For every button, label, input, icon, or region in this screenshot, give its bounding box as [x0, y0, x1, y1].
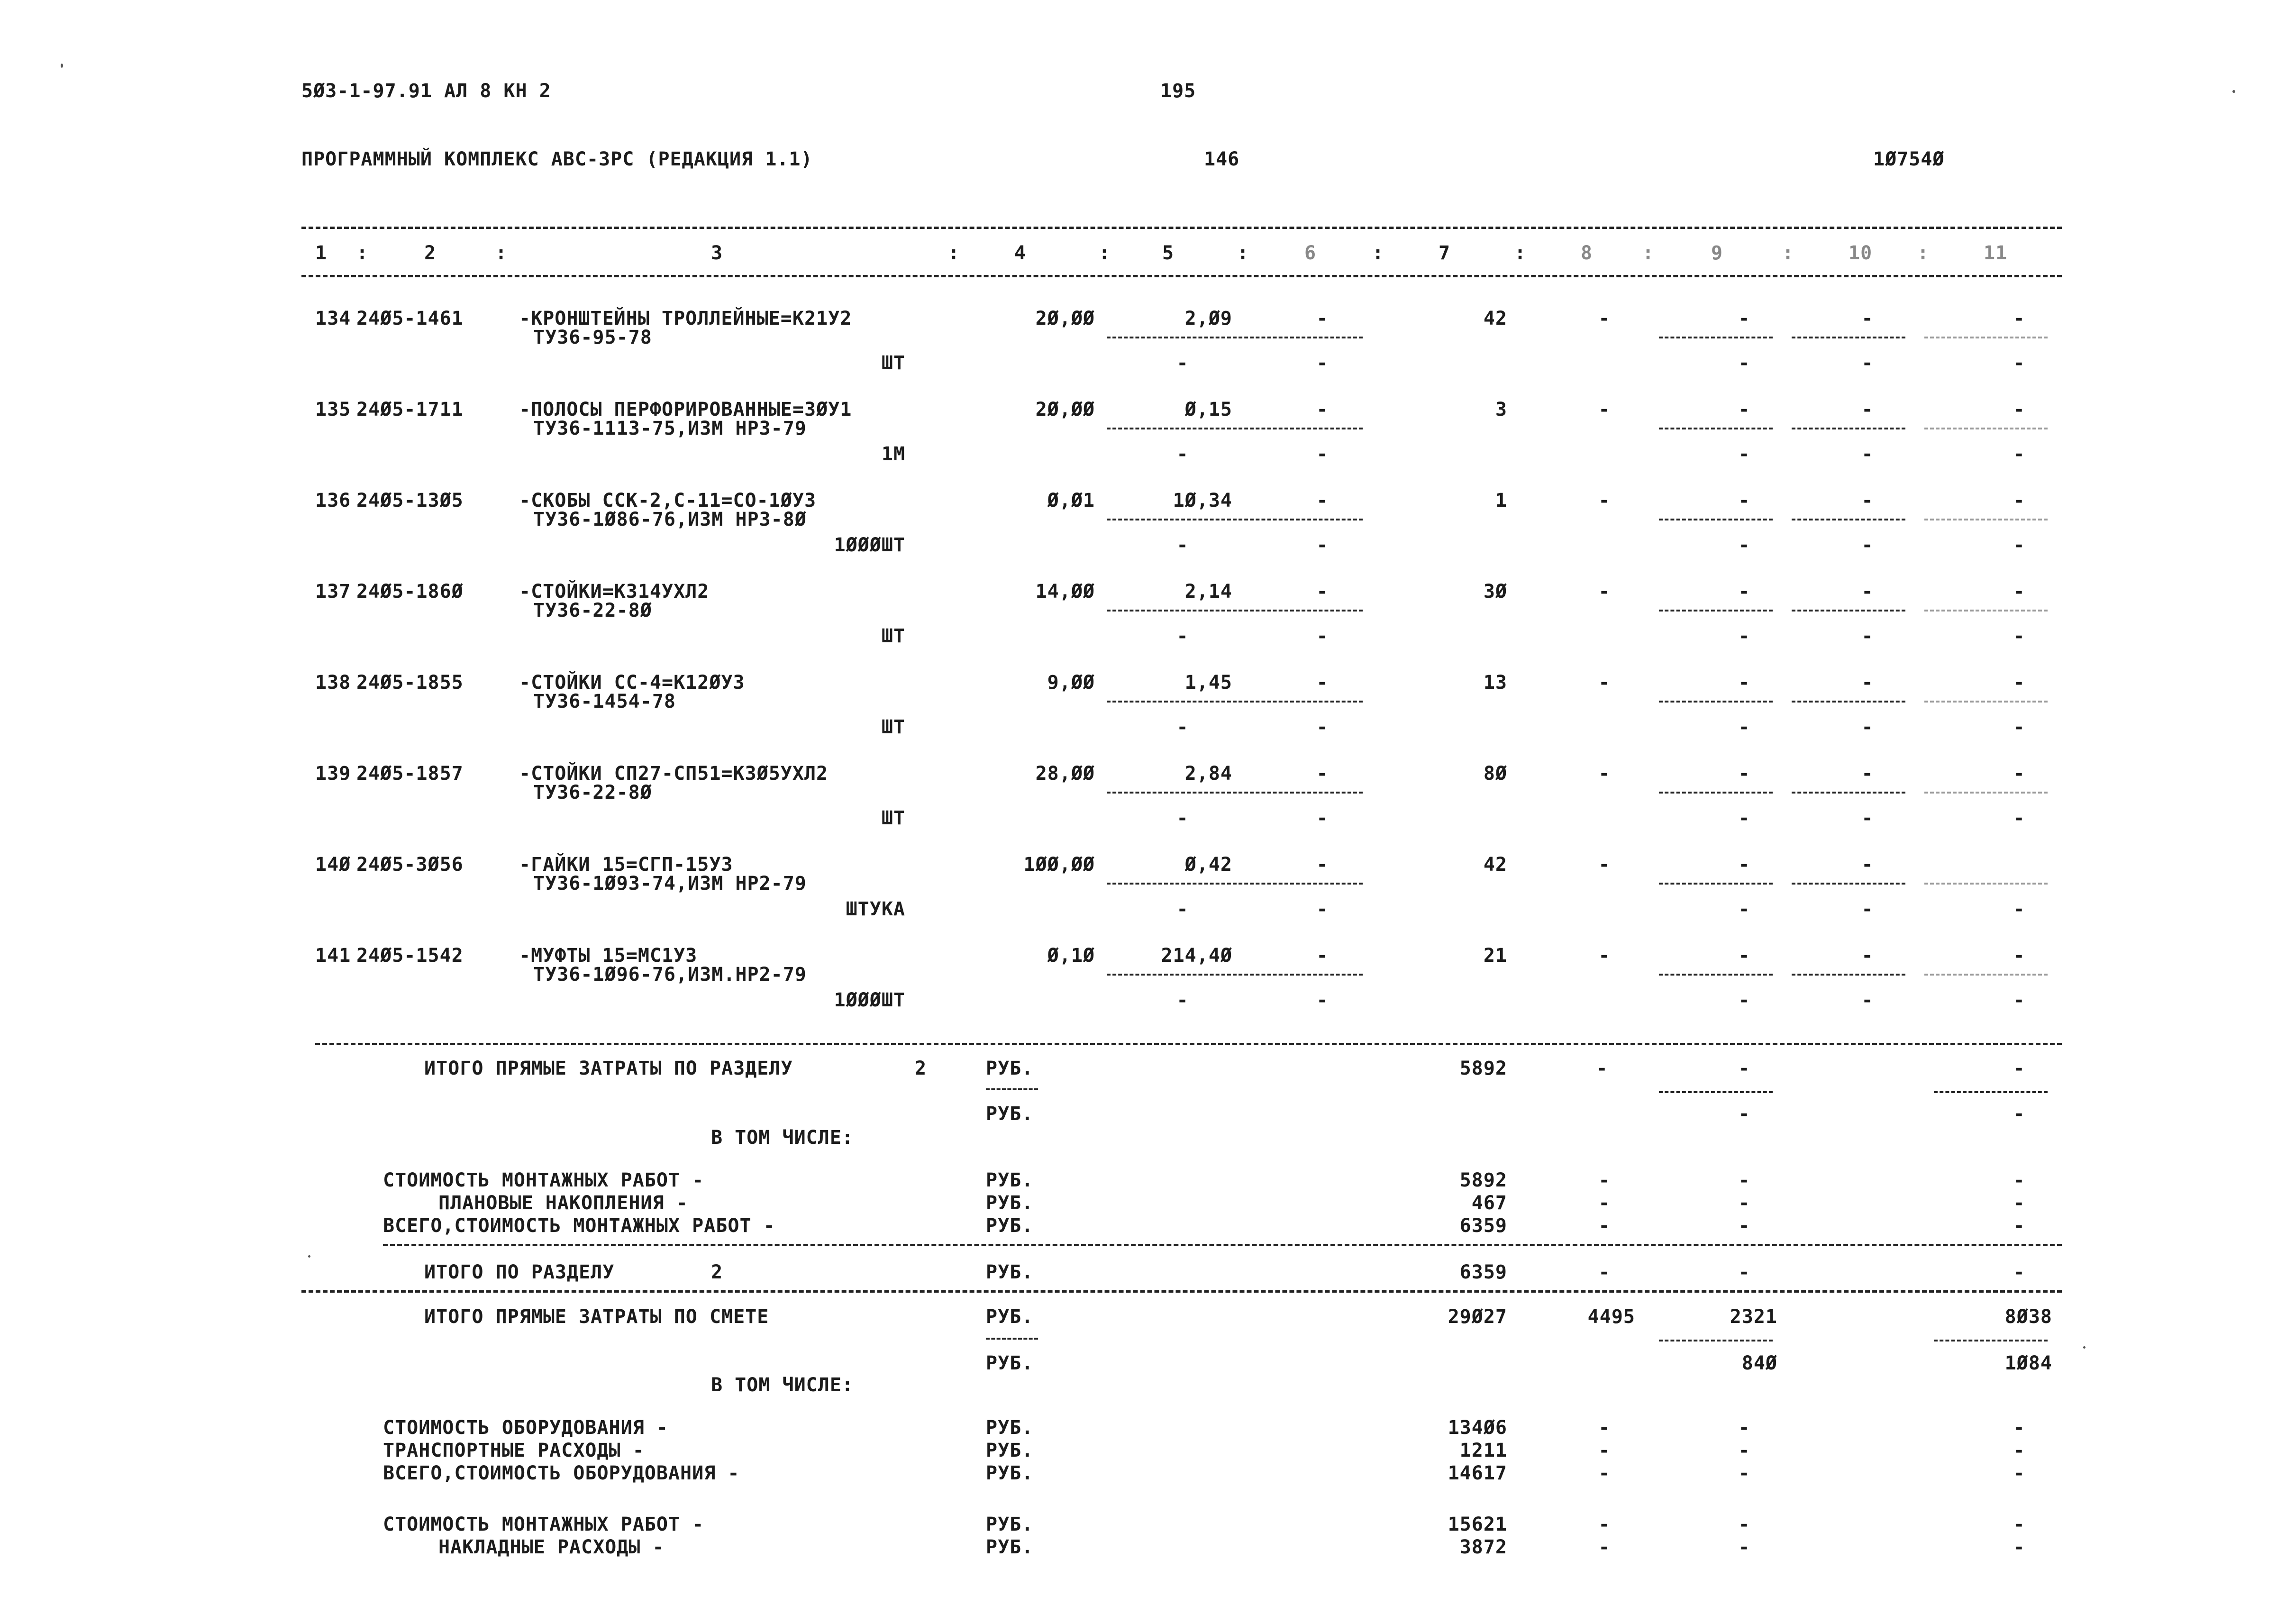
- rub-label: РУБ.: [986, 1169, 1034, 1191]
- item-quantity: 9,ØØ: [1047, 672, 1095, 693]
- dash: -: [2013, 807, 2025, 829]
- header-top-rule: [301, 227, 2062, 229]
- item-name: -СТОЙКИ СП27-СП51=К3Ø5УХЛ2: [519, 763, 829, 785]
- item-col9: -: [1738, 945, 1750, 967]
- item-unit: ШТ: [881, 625, 905, 647]
- including-label: В ТОМ ЧИСЛЕ:: [711, 1374, 854, 1396]
- section-breakdown-label: ВСЕГО,СТОИМОСТЬ МОНТАЖНЫХ РАБОТ -: [383, 1215, 775, 1237]
- item-spec: ТУ36-22-8Ø: [533, 600, 652, 621]
- dash: -: [2013, 1462, 2025, 1484]
- dash: -: [2013, 1058, 2025, 1079]
- item-quantity: Ø,Ø1: [1047, 490, 1095, 511]
- item-col6: -: [1316, 854, 1329, 876]
- installation-label: СТОИМОСТЬ МОНТАЖНЫХ РАБОТ -: [383, 1514, 704, 1535]
- dash: -: [2013, 898, 2025, 920]
- dash: -: [1598, 1215, 1611, 1237]
- unit-underline: [986, 1338, 1038, 1340]
- item-number: 136: [315, 490, 351, 511]
- item-quantity: Ø,1Ø: [1047, 945, 1095, 967]
- item-col11: -: [2013, 763, 2025, 785]
- sub-rule: [1659, 610, 1773, 611]
- item-col6: -: [1316, 763, 1329, 785]
- dash: -: [1176, 989, 1189, 1011]
- dash: -: [1738, 1261, 1750, 1283]
- item-total: 3Ø: [1483, 581, 1507, 602]
- item-spec: ТУ36-1Ø96-76,ИЗМ.НР2-79: [533, 964, 807, 985]
- item-code: 24Ø5-3Ø56: [356, 854, 464, 876]
- item-col10: -: [1861, 490, 1874, 511]
- document-code: 5Ø3-1-97.91 АЛ 8 КН 2: [301, 80, 551, 102]
- dash: -: [2013, 534, 2025, 556]
- item-col8: -: [1598, 581, 1611, 602]
- item-col11: -: [2013, 672, 2025, 693]
- dash: -: [1738, 716, 1750, 738]
- item-price: 2,Ø9: [1184, 308, 1232, 329]
- rub-label: РУБ.: [986, 1440, 1034, 1461]
- sub-rule: [1924, 337, 2048, 338]
- sub-rule: [1792, 974, 1905, 976]
- item-price: 2,84: [1184, 763, 1232, 785]
- price-rule: [1107, 337, 1363, 338]
- page-number: 195: [1160, 80, 1196, 102]
- dash: -: [1598, 1261, 1611, 1283]
- section-direct-costs-label: ИТОГО ПРЯМЫЕ ЗАТРАТЫ ПО РАЗДЕЛУ: [424, 1058, 793, 1079]
- item-col11: -: [2013, 581, 2025, 602]
- item-col6: -: [1316, 399, 1329, 420]
- item-col11: -: [2013, 490, 2025, 511]
- item-number: 138: [315, 672, 351, 693]
- estimate-col8-value: 4495: [1587, 1306, 1635, 1328]
- item-code: 24Ø5-186Ø: [356, 581, 464, 602]
- dash: -: [2013, 1514, 2025, 1535]
- dash: -: [1316, 898, 1329, 920]
- dash: -: [1316, 716, 1329, 738]
- sub-rule: [1792, 701, 1905, 703]
- sub-rule: [1924, 701, 2048, 703]
- estimate-col9-sub-value: 84Ø: [1741, 1352, 1777, 1374]
- item-total: 1: [1495, 490, 1507, 511]
- dash: -: [1861, 443, 1874, 465]
- dash: -: [1176, 898, 1189, 920]
- price-rule: [1107, 428, 1363, 429]
- column-separator: :: [1514, 242, 1527, 264]
- rub-label: РУБ.: [986, 1462, 1034, 1484]
- column-header: 10: [1849, 242, 1873, 264]
- item-col11: -: [2013, 399, 2025, 420]
- column-header: 2: [424, 242, 437, 264]
- price-rule: [1107, 519, 1363, 520]
- column-separator: :: [1237, 242, 1249, 264]
- dash: -: [1316, 443, 1329, 465]
- rub-label: РУБ.: [986, 1261, 1034, 1283]
- column-separator: :: [356, 242, 369, 264]
- item-price: Ø,15: [1184, 399, 1232, 420]
- sub-rule: [1659, 1091, 1773, 1093]
- column-separator: :: [1372, 242, 1384, 264]
- dash: -: [1598, 1192, 1611, 1214]
- sub-rule: [1659, 974, 1773, 976]
- sub-rule: [1924, 974, 2048, 976]
- item-col6: -: [1316, 490, 1329, 511]
- item-col9: -: [1738, 672, 1750, 693]
- equipment-label: ВСЕГО,СТОИМОСТЬ ОБОРУДОВАНИЯ -: [383, 1462, 740, 1484]
- scan-speck: [308, 1255, 310, 1258]
- dash: -: [1176, 352, 1189, 374]
- dash: -: [1738, 989, 1750, 1011]
- equipment-label: ТРАНСПОРТНЫЕ РАСХОДЫ -: [383, 1440, 645, 1461]
- scan-speck: [2232, 90, 2235, 93]
- column-header: 4: [1014, 242, 1027, 264]
- section-breakdown-label: СТОИМОСТЬ МОНТАЖНЫХ РАБОТ -: [383, 1169, 704, 1191]
- dash: -: [1738, 898, 1750, 920]
- sub-rule: [1792, 792, 1905, 794]
- rub-label: РУБ.: [986, 1536, 1034, 1558]
- dash: -: [1316, 625, 1329, 647]
- item-price: 1,45: [1184, 672, 1232, 693]
- item-quantity: 2Ø,ØØ: [1035, 308, 1095, 329]
- item-col8: -: [1598, 763, 1611, 785]
- item-col10: -: [1861, 945, 1874, 967]
- dash: -: [1176, 534, 1189, 556]
- sub-rule: [1659, 428, 1773, 429]
- item-total: 13: [1483, 672, 1507, 693]
- dash: -: [2013, 1417, 2025, 1439]
- dash: -: [1738, 443, 1750, 465]
- item-name: -МУФТЫ 15=МС1У3: [519, 945, 698, 967]
- sub-rule: [1659, 519, 1773, 520]
- dash: -: [2013, 1192, 2025, 1214]
- sub-rule: [1792, 428, 1905, 429]
- column-separator: :: [1917, 242, 1930, 264]
- item-price: 1Ø,34: [1173, 490, 1232, 511]
- section-direct-costs-value: 5892: [1459, 1058, 1507, 1079]
- including-label: В ТОМ ЧИСЛЕ:: [711, 1127, 854, 1149]
- section-breakdown-value: 5892: [1459, 1169, 1507, 1191]
- item-spec: ТУ36-1113-75,ИЗМ НР3-79: [533, 418, 807, 439]
- scan-speck: [2083, 1346, 2086, 1349]
- item-name: -СКОБЫ ССК-2,С-11=СО-1ØУ3: [519, 490, 817, 511]
- estimate-col11-sub-value: 1Ø84: [2004, 1352, 2052, 1374]
- dash: -: [1596, 1058, 1608, 1079]
- dash: -: [2013, 716, 2025, 738]
- item-col11: -: [2013, 308, 2025, 329]
- price-rule: [1107, 610, 1363, 611]
- sub-rule: [1924, 883, 2048, 885]
- dash: -: [2013, 1536, 2025, 1558]
- dash: -: [1738, 1417, 1750, 1439]
- item-total: 3: [1495, 399, 1507, 420]
- item-col6: -: [1316, 672, 1329, 693]
- sub-rule: [1792, 519, 1905, 520]
- item-code: 24Ø5-1855: [356, 672, 464, 693]
- item-spec: ТУ36-95-78: [533, 327, 652, 348]
- rub-label: РУБ.: [986, 1192, 1034, 1214]
- sub-rule: [1792, 337, 1905, 338]
- equipment-value: 1211: [1459, 1440, 1507, 1461]
- installation-value: 15621: [1448, 1514, 1507, 1535]
- column-separator: :: [948, 242, 960, 264]
- section-breakdown-value: 467: [1471, 1192, 1507, 1214]
- item-unit: 1ØØØШТ: [834, 989, 905, 1011]
- section-breakdown-label: ПЛАНОВЫЕ НАКОПЛЕНИЯ -: [438, 1192, 688, 1214]
- dash: -: [1861, 807, 1874, 829]
- item-col8: -: [1598, 672, 1611, 693]
- dash: -: [1738, 1058, 1750, 1079]
- dash: -: [1316, 352, 1329, 374]
- document-id: 1Ø754Ø: [1873, 148, 1945, 170]
- item-col9: -: [1738, 854, 1750, 876]
- rub-label: РУБ.: [986, 1103, 1034, 1125]
- item-quantity: 14,ØØ: [1035, 581, 1095, 602]
- item-col9: -: [1738, 399, 1750, 420]
- item-spec: ТУ36-22-8Ø: [533, 782, 652, 803]
- section-number: 2: [915, 1058, 927, 1079]
- item-unit: 1ØØØШТ: [834, 534, 905, 556]
- dash: -: [1598, 1417, 1611, 1439]
- column-separator: :: [1782, 242, 1794, 264]
- dash: -: [1861, 989, 1874, 1011]
- item-col8: -: [1598, 490, 1611, 511]
- item-quantity: 1ØØ,ØØ: [1023, 854, 1095, 876]
- item-total: 21: [1483, 945, 1507, 967]
- column-header: 7: [1439, 242, 1451, 264]
- item-col10: -: [1861, 581, 1874, 602]
- dash: -: [1598, 1169, 1611, 1191]
- sub-rule: [1924, 428, 2048, 429]
- price-rule: [1107, 792, 1363, 794]
- header-bottom-rule: [301, 275, 2062, 277]
- item-name: -ГАЙКИ 15=СГП-15У3: [519, 854, 733, 876]
- program-title: ПРОГРАММНЫЙ КОМПЛЕКС АВС-3РС (РЕДАКЦИЯ 1.1): [301, 148, 813, 170]
- rub-label: РУБ.: [986, 1514, 1034, 1535]
- item-col10: -: [1861, 399, 1874, 420]
- item-total: 8Ø: [1483, 763, 1507, 785]
- item-code: 24Ø5-1542: [356, 945, 464, 967]
- sub-rule: [1659, 792, 1773, 794]
- rub-label: РУБ.: [986, 1352, 1034, 1374]
- item-col6: -: [1316, 308, 1329, 329]
- dash: -: [2013, 352, 2025, 374]
- item-number: 135: [315, 399, 351, 420]
- dash: -: [1738, 1462, 1750, 1484]
- column-header: 1: [315, 242, 328, 264]
- item-price: 214,4Ø: [1161, 945, 1232, 967]
- item-col10: -: [1861, 308, 1874, 329]
- item-code: 24Ø5-1857: [356, 763, 464, 785]
- dash: -: [1738, 1536, 1750, 1558]
- section-total-label: ИТОГО ПО РАЗДЕЛУ: [424, 1261, 615, 1283]
- item-col9: -: [1738, 308, 1750, 329]
- dash: -: [1738, 1440, 1750, 1461]
- unit-underline: [986, 1088, 1038, 1090]
- item-spec: ТУ36-1Ø93-74,ИЗМ НР2-79: [533, 873, 807, 894]
- dash: -: [1861, 898, 1874, 920]
- item-col9: -: [1738, 490, 1750, 511]
- dash: -: [1861, 534, 1874, 556]
- price-rule: [1107, 974, 1363, 976]
- section-breakdown-value: 6359: [1459, 1215, 1507, 1237]
- estimate-rule: [301, 1290, 2062, 1293]
- column-header: 5: [1162, 242, 1175, 264]
- sub-rule: [1659, 883, 1773, 885]
- item-col10: -: [1861, 854, 1874, 876]
- dash: -: [1598, 1536, 1611, 1558]
- sub-rule: [1924, 792, 2048, 794]
- dash: -: [1316, 989, 1329, 1011]
- item-col8: -: [1598, 945, 1611, 967]
- dash: -: [1176, 443, 1189, 465]
- dash: -: [2013, 1103, 2025, 1125]
- column-header: 9: [1711, 242, 1723, 264]
- dash: -: [2013, 443, 2025, 465]
- item-col9: -: [1738, 763, 1750, 785]
- item-col6: -: [1316, 945, 1329, 967]
- price-rule: [1107, 883, 1363, 885]
- column-header: 6: [1304, 242, 1317, 264]
- item-unit: ШТ: [881, 352, 905, 374]
- dash: -: [1738, 1514, 1750, 1535]
- dash: -: [1861, 716, 1874, 738]
- sub-rule: [1934, 1340, 2048, 1341]
- dash: -: [1176, 807, 1189, 829]
- item-code: 24Ø5-1461: [356, 308, 464, 329]
- dash: -: [1738, 352, 1750, 374]
- rub-label: РУБ.: [986, 1058, 1034, 1079]
- estimate-direct-costs-label: ИТОГО ПРЯМЫЕ ЗАТРАТЫ ПО СМЕТЕ: [424, 1306, 769, 1328]
- item-col8: -: [1598, 308, 1611, 329]
- dash: -: [1176, 716, 1189, 738]
- item-name: -ПОЛОСЫ ПЕРФОРИРОВАННЫЕ=3ØУ1: [519, 399, 852, 420]
- column-header: 8: [1581, 242, 1593, 264]
- item-unit: ШТУКА: [846, 898, 905, 920]
- item-code: 24Ø5-1711: [356, 399, 464, 420]
- sub-rule: [1924, 519, 2048, 520]
- sub-rule: [1659, 1340, 1773, 1341]
- section-rule: [315, 1043, 2062, 1045]
- column-separator: :: [495, 242, 508, 264]
- dash: -: [1598, 1462, 1611, 1484]
- dash: -: [1316, 807, 1329, 829]
- item-col6: -: [1316, 581, 1329, 602]
- dash: -: [1176, 625, 1189, 647]
- item-spec: ТУ36-1454-78: [533, 691, 676, 712]
- dash: -: [2013, 989, 2025, 1011]
- item-unit: ШТ: [881, 716, 905, 738]
- equipment-value: 14617: [1448, 1462, 1507, 1484]
- sub-rule: [1792, 610, 1905, 611]
- dash: -: [2013, 625, 2025, 647]
- item-quantity: 28,ØØ: [1035, 763, 1095, 785]
- installation-value: 3872: [1459, 1536, 1507, 1558]
- equipment-label: СТОИМОСТЬ ОБОРУДОВАНИЯ -: [383, 1417, 668, 1439]
- item-spec: ТУ36-1Ø86-76,ИЗМ НР3-8Ø: [533, 509, 807, 530]
- item-number: 141: [315, 945, 351, 967]
- item-code: 24Ø5-13Ø5: [356, 490, 464, 511]
- sub-rule: [1924, 610, 2048, 611]
- scan-speck: [61, 64, 63, 68]
- estimate-col9-value: 2321: [1730, 1306, 1777, 1328]
- sheet-number: 146: [1204, 148, 1240, 170]
- dash: -: [1738, 807, 1750, 829]
- item-number: 139: [315, 763, 351, 785]
- section-rule: [383, 1244, 2062, 1246]
- column-separator: :: [1642, 242, 1655, 264]
- item-name: -СТОЙКИ=К314УХЛ2: [519, 581, 710, 602]
- rub-label: РУБ.: [986, 1215, 1034, 1237]
- item-col10: -: [1861, 763, 1874, 785]
- dash: -: [1738, 534, 1750, 556]
- column-header: 3: [711, 242, 723, 264]
- dash: -: [1316, 534, 1329, 556]
- dash: -: [2013, 1169, 2025, 1191]
- rub-label: РУБ.: [986, 1306, 1034, 1328]
- item-name: -КРОНШТЕЙНЫ ТРОЛЛЕЙНЫЕ=К21У2: [519, 308, 852, 329]
- item-col11: -: [2013, 945, 2025, 967]
- dash: -: [1861, 352, 1874, 374]
- item-number: 14Ø: [315, 854, 351, 876]
- sub-rule: [1659, 701, 1773, 703]
- estimate-total-value: 29Ø27: [1448, 1306, 1507, 1328]
- dash: -: [1598, 1440, 1611, 1461]
- section-number: 2: [711, 1261, 723, 1283]
- installation-label: НАКЛАДНЫЕ РАСХОДЫ -: [438, 1536, 665, 1558]
- equipment-value: 134Ø6: [1448, 1417, 1507, 1439]
- dash: -: [1861, 625, 1874, 647]
- dash: -: [1738, 1169, 1750, 1191]
- sub-rule: [1934, 1091, 2048, 1093]
- rub-label: РУБ.: [986, 1417, 1034, 1439]
- dash: -: [1738, 1215, 1750, 1237]
- section-total-value: 6359: [1459, 1261, 1507, 1283]
- estimate-col11-value: 8Ø38: [2004, 1306, 2052, 1328]
- item-name: -СТОЙКИ СС-4=К12ØУ3: [519, 672, 745, 693]
- item-total: 42: [1483, 308, 1507, 329]
- item-col8: -: [1598, 399, 1611, 420]
- item-price: Ø,42: [1184, 854, 1232, 876]
- item-col8: -: [1598, 854, 1611, 876]
- item-price: 2,14: [1184, 581, 1232, 602]
- item-col9: -: [1738, 581, 1750, 602]
- sub-rule: [1659, 337, 1773, 338]
- dash: -: [2013, 1261, 2025, 1283]
- price-rule: [1107, 701, 1363, 703]
- dash: -: [1738, 625, 1750, 647]
- item-number: 134: [315, 308, 351, 329]
- item-total: 42: [1483, 854, 1507, 876]
- item-unit: ШТ: [881, 807, 905, 829]
- item-unit: 1М: [881, 443, 905, 465]
- sub-rule: [1792, 883, 1905, 885]
- dash: -: [1738, 1192, 1750, 1214]
- dash: -: [1598, 1514, 1611, 1535]
- column-header: 11: [1984, 242, 2008, 264]
- dash: -: [2013, 1440, 2025, 1461]
- item-number: 137: [315, 581, 351, 602]
- dash: -: [2013, 1215, 2025, 1237]
- item-col10: -: [1861, 672, 1874, 693]
- dash: -: [1738, 1103, 1750, 1125]
- column-separator: :: [1099, 242, 1111, 264]
- item-quantity: 2Ø,ØØ: [1035, 399, 1095, 420]
